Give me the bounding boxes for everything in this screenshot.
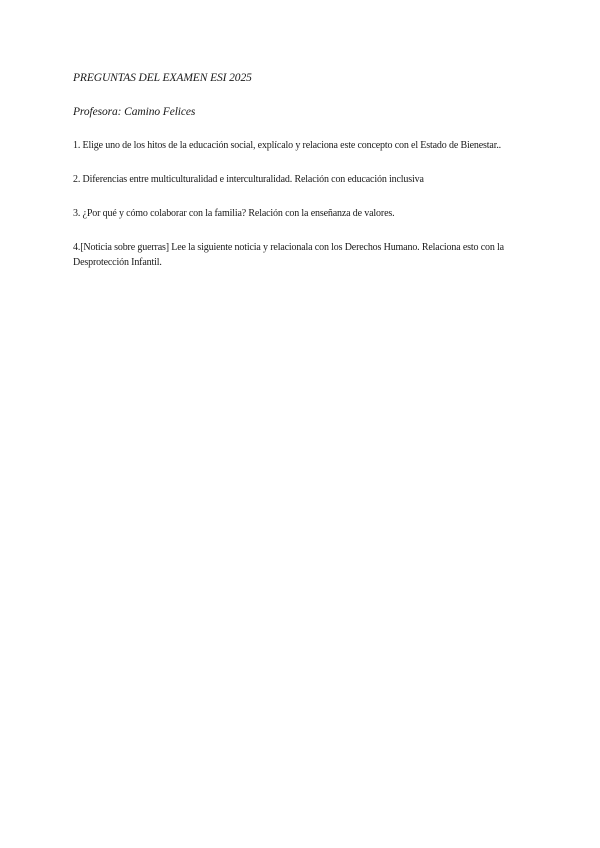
question-item: 2. Diferencias entre multiculturalidad e interculturalidad. Relación con educación inclusiva [73, 174, 424, 185]
teacher-name: Profesora: Camino Felices [73, 106, 196, 118]
question-list [73, 139, 525, 270]
document-title: PREGUNTAS DEL EXAMEN ESI 2025 [73, 72, 252, 84]
document-content [73, 70, 525, 290]
question-item: 4.[Noticia sobre guerras] Lee la siguiente noticia y relacionala con los Derechos Humano. Relaciona esto con la Desprotección Infantil. [73, 242, 504, 268]
question-item: 3. ¿Por qué y cómo colaborar con la familia? Relación con la enseñanza de valores. [73, 208, 395, 219]
question-item: 1. Elige uno de los hitos de la educación social, explícalo y relaciona este concepto con el Estado de Bienestar.. [73, 140, 502, 151]
